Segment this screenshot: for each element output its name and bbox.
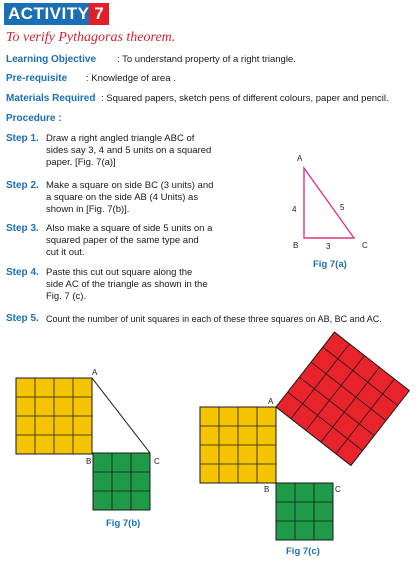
step-2-line-1: Make a square on side BC (3 units) and — [46, 180, 214, 191]
fig-7b-vertex-c: C — [154, 457, 160, 466]
fig-7c-square-ab — [200, 407, 276, 483]
prerequisite-text: : Knowledge of area . — [86, 73, 176, 84]
step-2-line-3: shown in [Fig. 7(b)]. — [46, 204, 130, 215]
step-1-line-1: Draw a right angled triangle ABC of — [46, 133, 195, 144]
step-3-label: Step 3. — [6, 223, 39, 234]
fig-7a-side-ac: 5 — [340, 203, 345, 212]
fig-7c-square-bc — [276, 483, 333, 540]
fig-7a-caption: Fig 7(a) — [313, 259, 347, 270]
step-3-line-3: cut it out. — [46, 247, 85, 258]
step-2-line-2: a square on the side AB (4 Units) as — [46, 192, 199, 203]
fig-7a-vertex-a: A — [297, 154, 303, 163]
procedure-label: Procedure : — [6, 113, 62, 124]
fig-7a-vertex-b: B — [293, 241, 299, 250]
activity-title: ACTIVITY — [4, 3, 93, 25]
fig-7c-square-ac — [276, 332, 409, 465]
step-4-line-3: Fig. 7 (c). — [46, 291, 87, 302]
prerequisite-label: Pre-requisite — [6, 73, 68, 84]
fig-7b-hypotenuse — [92, 378, 150, 453]
step-4-line-1: Paste this cut out square along the — [46, 267, 193, 278]
fig-7c-square-bc-fill — [276, 483, 333, 540]
step-2-label: Step 2. — [6, 180, 39, 191]
learning-objective-text: : To understand property of a right triangle. — [117, 54, 296, 65]
fig-7c-caption: Fig 7(c) — [286, 546, 320, 557]
fig-7b-square-bc-fill — [93, 453, 150, 510]
step-5-line-1: Count the number of unit squares in each of these three squares on AB, BC and AC. — [46, 314, 382, 324]
fig-7b-vertex-a: A — [92, 368, 98, 377]
fig-7a-vertex-c: C — [362, 241, 368, 250]
materials-label: Materials Required — [6, 93, 96, 104]
activity-number: 7 — [89, 3, 109, 25]
materials-text: : Squared papers, sketch pens of different colours, paper and pencil. — [101, 93, 389, 104]
step-1-line-2: sides say 3, 4 and 5 units on a squared — [46, 145, 212, 156]
fig-7a-side-bc: 3 — [326, 242, 331, 251]
step-1-label: Step 1. — [6, 133, 39, 144]
step-1-line-3: paper. [Fig. 7(a)] — [46, 157, 116, 168]
fig-7b-square-ab — [16, 378, 92, 454]
fig-7a-diagram — [280, 150, 380, 270]
step-4-label: Step 4. — [6, 267, 39, 278]
fig-7c-vertex-b: B — [264, 485, 270, 494]
fig-7a-side-ab: 4 — [292, 205, 297, 214]
fig-7b-square-bc — [93, 453, 150, 510]
step-3-line-2: squared paper of the same type and — [46, 235, 199, 246]
fig-7b-vertex-b: B — [86, 457, 92, 466]
fig-7a-triangle — [304, 168, 354, 238]
step-3-line-1: Also make a square of side 5 units on a — [46, 223, 213, 234]
step-4-line-2: side AC of the triangle as shown in the — [46, 279, 208, 290]
step-5-label: Step 5. — [6, 313, 39, 324]
fig-7c-vertex-a: A — [268, 397, 274, 406]
fig-7b-caption: Fig 7(b) — [106, 518, 141, 529]
fig-7b-diagram — [0, 360, 200, 520]
fig-7c-diagram — [195, 345, 419, 545]
activity-subtitle: To verify Pythagoras theorem. — [6, 30, 176, 45]
learning-objective-label: Learning Objective — [6, 54, 97, 65]
fig-7c-vertex-c: C — [335, 485, 341, 494]
